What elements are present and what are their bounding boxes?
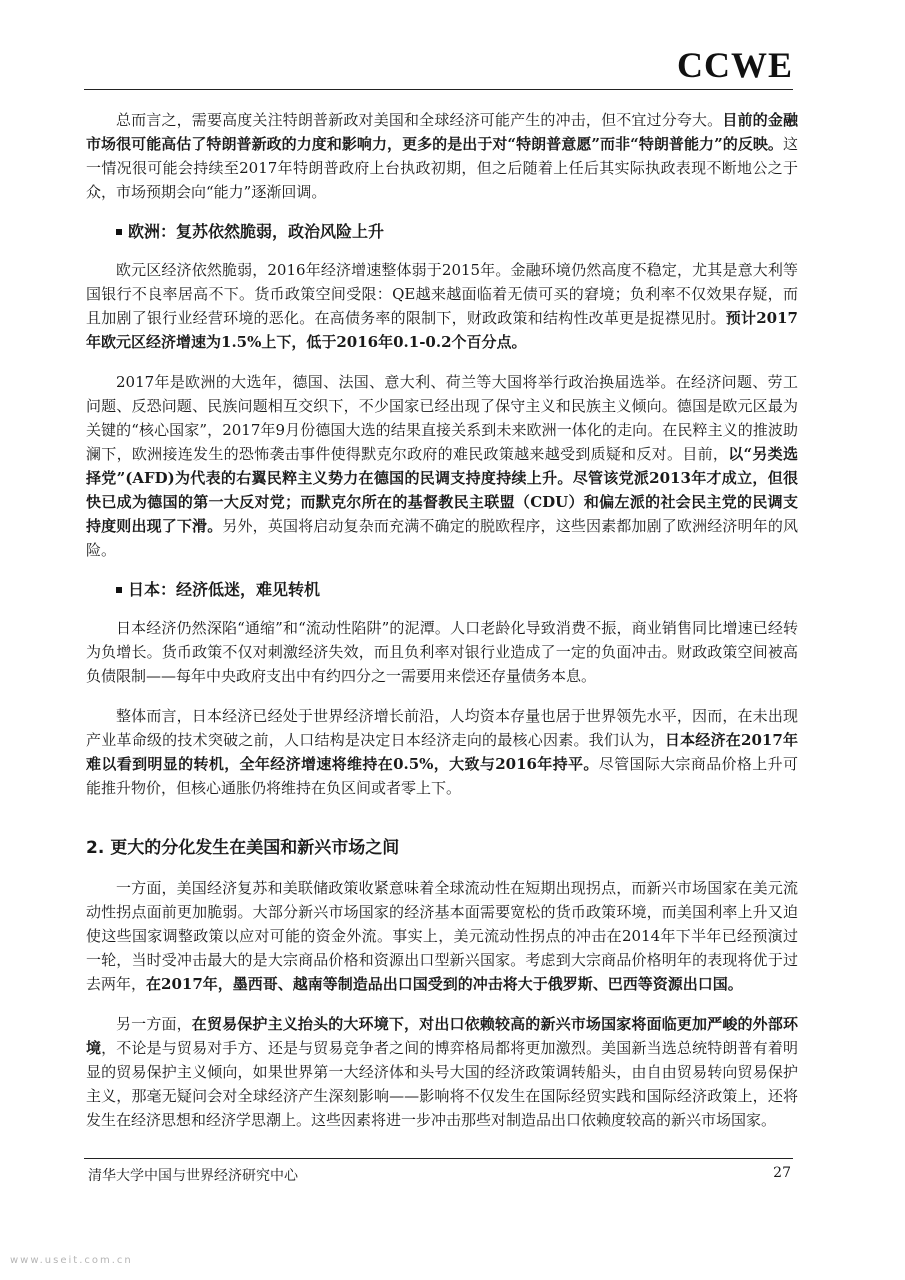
- footer-divider: [84, 1158, 793, 1159]
- section-2-heading: 2. 更大的分化发生在美国和新兴市场之间: [86, 838, 400, 858]
- europe-paragraph-2: [86, 370, 798, 562]
- header-divider: [84, 89, 793, 90]
- text-run: 另一方面，: [116, 1015, 192, 1033]
- watermark-text: www.useit.com.cn: [10, 1255, 133, 1266]
- text-run: 一方面，美国经济复苏和美联储政策收紧意味着全球流动性在短期出现拐点，而新兴市场国家在美元流动性拐点面前更加脆弱。大部分新兴市场国家的经济基本面需要宽松的货币政策环境，而美国利率上升又迫使这些国家调整政策以应对可能的资金外流。事实上，美元流动性拐点的冲击在2014年下半年已经预演过一轮，当时受冲击最大的是大宗商品价格和资源出口型新兴国家。考虑到大宗商品价格明年的表现将优于过去两年，: [86, 879, 798, 993]
- text-run: 这一情况很可能会持续至2017年特朗普政府上台执政初期，但之后随着上任后其实际执政表现不断地公之于众，市场预期会向“能力”逐渐回调。: [86, 135, 798, 201]
- text-run: 2017年是欧洲的大选年，德国、法国、意大利、荷兰等大国将举行政治换届选举。在经济问题、劳工问题、反恐问题、民族问题相互交织下，不少国家已经出现了保守主义和民族主义倾向。德国是欧元区最为关键的“核心国家”，2017年9月份德国大选的结果直接关系到未来欧洲一体化的走向。在民粹主义的推波助澜下，欧洲接连发生的恐怖袭击事件使得默克尔政府的难民政策越来越受到质疑和反对。目前，: [86, 373, 798, 463]
- japan-heading: [86, 578, 798, 602]
- bold-run: 以“另类选择党”(AFD)为代表的右翼民粹主义势力在德国的民调支持度持续上升。尽管该党派2013年才成立，但很快已成为德国的第一大反对党；而默克尔所在的基督教民主联盟（CDU）和偏左派的社会民主党的民调支持度则出现了下滑。: [86, 445, 798, 535]
- bullet-square-icon: [116, 587, 122, 593]
- text-run: 另外，英国将启动复杂而充满不确定的脱欧程序，这些因素都加剧了欧洲经济明年的风险。: [86, 517, 798, 559]
- page-number: 27: [773, 1165, 791, 1181]
- europe-paragraph-1: [86, 258, 798, 354]
- heading-text: 日本：经济低迷，难见转机: [128, 580, 321, 599]
- section-2-paragraph-1: [86, 876, 798, 996]
- summary-paragraph: [86, 108, 798, 204]
- europe-heading: [86, 220, 798, 244]
- japan-paragraph-2: [86, 704, 798, 800]
- japan-paragraph-1: 日本经济仍然深陷“通缩”和“流动性陷阱”的泥潭。人口老龄化导致消费不振，商业销售同比增速已经转为负增长。货币政策不仅对刺激经济失效，而且负利率对银行业造成了一定的负面冲击。财政政策空间被高负债限制——每年中央政府支出中有约四分之一需要用来偿还存量债务本息。: [86, 619, 798, 685]
- text-run: 总而言之，需要高度关注特朗普新政对美国和全球经济可能产生的冲击，但不宜过分夸大。: [116, 111, 723, 129]
- section-2-paragraph-2: [86, 1012, 798, 1132]
- bold-run: 日本经济在2017年难以看到明显的转机，全年经济增速将维持在0.5%，大致与2016年持平。: [86, 731, 798, 773]
- page-body: [86, 108, 798, 1148]
- footer-organization: 清华大学中国与世界经济研究中心: [88, 1168, 298, 1184]
- bold-run: 预计2017年欧元区经济增速为1.5%上下，低于2016年0.1-0.2个百分点。: [86, 309, 798, 351]
- bullet-square-icon: [116, 229, 122, 235]
- bold-run: 在2017年，墨西哥、越南等制造品出口国受到的冲击将大于俄罗斯、巴西等资源出口国。: [146, 975, 743, 993]
- heading-text: 欧洲：复苏依然脆弱，政治风险上升: [128, 222, 385, 241]
- bold-run: 目前的金融市场很可能高估了特朗普新政的力度和影响力，更多的是出于对“特朗普意愿”而非“特朗普能力”的反映。: [86, 111, 798, 153]
- text-run: 整体而言，日本经济已经处于世界经济增长前沿，人均资本存量也居于世界领先水平，因而，在未出现产业革命级的技术突破之前，人口结构是决定日本经济走向的最核心因素。我们认为，: [86, 707, 798, 749]
- ccwe-logo: CCWE: [676, 45, 793, 85]
- text-run: ，不论是与贸易对手方、还是与贸易竞争者之间的博弈格局都将更加激烈。美国新当选总统特朗普有着明显的贸易保护主义倾向，如果世界第一大经济体和头号大国的经济政策调转船头，由自由贸易转向贸易保护主义，那毫无疑问会对全球经济产生深刻影响——影响将不仅发生在国际经贸实践和国际经济政策上，还将发生在经济思想和经济学思潮上。这些因素将进一步冲击那些对制造品出口依赖度较高的新兴市场国家。: [86, 1039, 798, 1129]
- text-run: 尽管国际大宗商品价格上升可能推升物价，但核心通胀仍将维持在负区间或者零上下。: [86, 755, 798, 797]
- text-run: 欧元区经济依然脆弱，2016年经济增速整体弱于2015年。金融环境仍然高度不稳定，尤其是意大利等国银行不良率居高不下。货币政策空间受限：QE越来越面临着无债可买的窘境；负利率不仅效果存疑，而且加剧了银行业经营环境的恶化。在高债务率的限制下，财政政策和结构性改革更是捉襟见肘。: [86, 261, 798, 327]
- bold-run: 在贸易保护主义抬头的大环境下，对出口依赖较高的新兴市场国家将面临更加严峻的外部环境: [86, 1015, 798, 1057]
